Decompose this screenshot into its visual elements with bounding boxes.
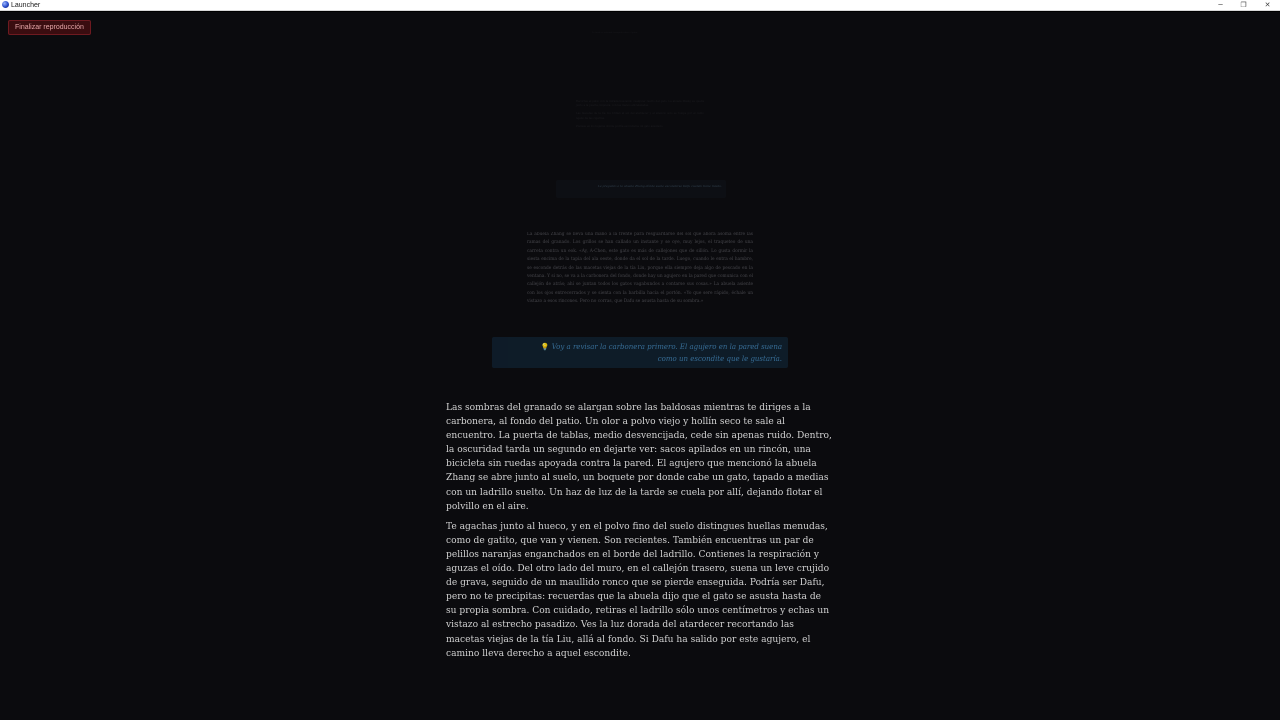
history-fragment-1: La tarde se extiende tranquila sobre el patio. (592, 32, 638, 34)
last-choice-label: Voy a revisar la carbonera primero. El agujero en la pared suena como un escondite que le gustaría. (551, 343, 782, 363)
story-viewport[interactable] (0, 12, 1280, 720)
story-paragraph: Las sombras del granado se alargan sobre las baldosas mientras te diriges a la carbonera, al fondo del patio. Un olor a polvo viejo y hollín seco te sale al encuentro. La puerta de tablas, medio desvencijada, cede sin apenas ruido. Dentro, la oscuridad tarda un segundo en dejarte ver: sacos apilados en un rincón, una bicicleta sin ruedas apoyada contra la pared. El agujero que mencionó la abuela Zhang se abre junto al suelo, un boquete por donde cabe un gato, tapado a medias con un ladrillo suelto. Un haz de luz de la tarde se cuela por allí, dejando flotar el polvillo en el aire. (446, 403, 832, 512)
close-icon[interactable]: ✕ (1264, 1, 1271, 9)
history-paragraph: Recorres el patio con la mirada buscando cualquier rastro del gato. La abuela Zhang se queda junto a la puerta, inquieta, con las manos entrelazadas. (576, 100, 704, 108)
story-text (446, 401, 834, 667)
window-title: Launcher (11, 2, 41, 9)
history-paragraph: Las macetas de la tía Liu brillan al sol del atardecer y el silencio solo se rompe por el canto lejano de las cigarras. (576, 112, 704, 120)
last-choice-text (522, 341, 782, 365)
history-paragraph: Piensas en los lugares donde podría esconderse un gato asustado. (576, 124, 664, 128)
story-paragraph: Te agachas junto al hueco, y en el polvo fino del suelo distingues huellas menudas, como de gatito, que van y vienen. Son recientes. También encuentras un par de pelillos naranjas enganchados en el borde del ladrillo. Contienes la respiración y aguzas el oído. Del otro lado del muro, en el callejón trasero, suena un leve crujido de grava, seguido de un maullido ronco que se pierde enseguida. Podría ser Dafu, pero no te precipitas: recuerdas que la abuela dijo que el gato se asusta hasta de su propia sombra. Con cuidado, retiras el ladrillo sólo unos centímetros y echas un vistazo al estrecho pasadizo. Ves la luz dorada del atardecer recortando las macetas viejas de la tía Liu, allá al fondo. Si Dafu ha salido por este agujero, el camino lleva derecho a aquel escondite. (446, 521, 830, 659)
earlier-choice-text: Le pregunto a la abuela Zhang dónde suele esconderse Dafu cuando tiene miedo. (597, 184, 722, 188)
previous-paragraph: La abuela Zhang se lleva una mano a la frente para resguardarse del sol que ahora asoma entre las ramas del granado. Los grillos se han callado un instante y se oye, muy lejos, el traqueteo de una carreta contra un eok. «Ay, A-Chen, este gato es más de callejones que de sillón. Lo gusta dormir la siesta encima de la tapia del ala oeste, donde da el sol de la tarde. Luego, cuando le entra el hambre, se esconde detrás de las macetas viejas de la tía Liu, porque ella siempre deja algo de pescado en la ventana. Y si no, se va a la carbonera del fondo, donde hay un agujero en la pared que comunica con el callejón de atrás; ahí se juntan todos los gatos vagabundos a contarse sus cosas.» La abuela asiente con los ojos entrecerrados y se sienta con la barbilla hacia el portón. «Yo que sere rápido, échale un vistazo a esos rincones. Pero no corras, que Dafu se asusta hasta de su sombra.» (527, 232, 753, 305)
end-playback-button[interactable]: Finalizar reproducción (8, 20, 91, 35)
window-titlebar (0, 0, 1280, 11)
minimize-icon[interactable]: ─ (1218, 1, 1223, 9)
earlier-choice-box (556, 180, 726, 198)
restore-icon[interactable]: ❐ (1240, 1, 1247, 9)
launcher-app-icon (2, 1, 9, 8)
history-fragment-2 (576, 100, 704, 133)
lightbulb-icon: 💡 (540, 343, 550, 351)
last-choice-box (492, 337, 788, 368)
